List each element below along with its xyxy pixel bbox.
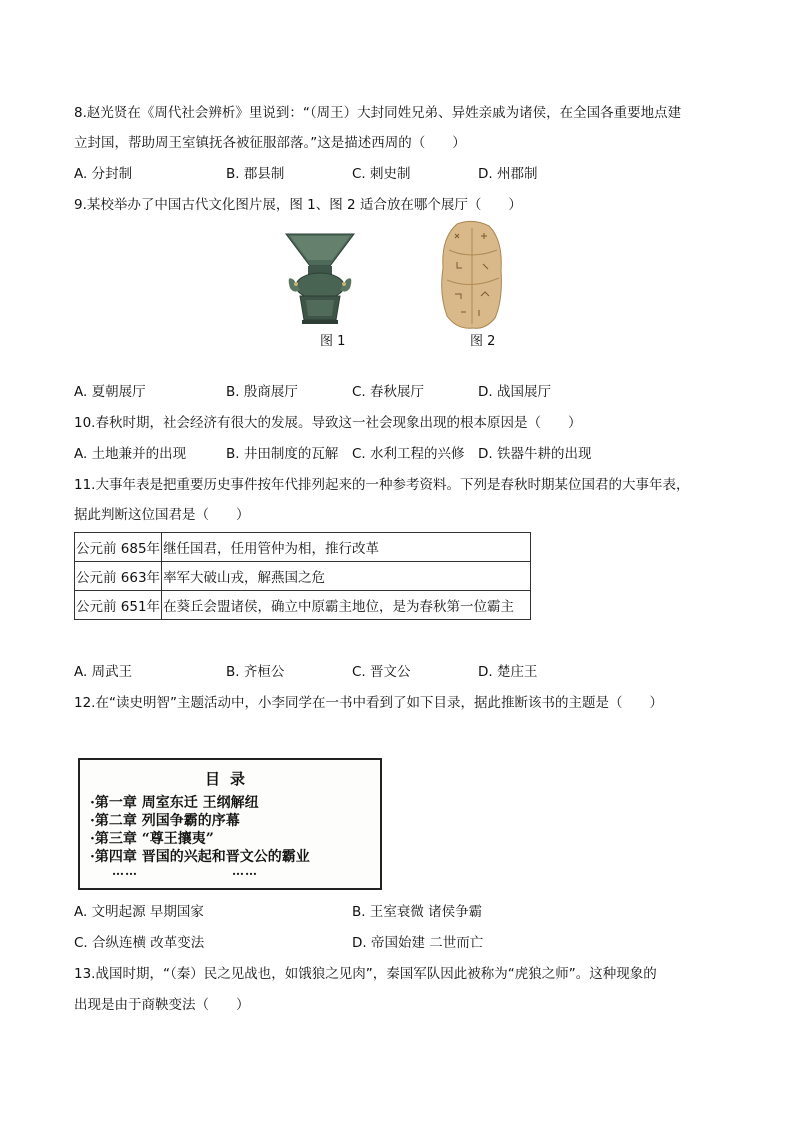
toc-item: ·第二章 列国争霸的序幕: [90, 813, 240, 829]
bronze-vessel-image: [284, 230, 356, 326]
q10-stem: 10.春秋时期，社会经济有很大的发展。导致这一社会现象出现的根本原因是（ ）: [74, 415, 582, 431]
toc-item: ·第一章 周室东迁 王纲解纽: [90, 795, 259, 811]
q8-option-b[interactable]: B. 郡县制: [226, 166, 285, 182]
q10-option-b[interactable]: B. 井田制度的瓦解: [226, 446, 339, 462]
fig2-caption: 图 2: [470, 334, 496, 349]
toc-item: ·第四章 晋国的兴起和晋文公的霸业: [90, 849, 310, 865]
table-cell-event: 率军大破山戎，解燕国之危: [162, 562, 531, 591]
table-cell-event: 在葵丘会盟诸侯，确立中原霸主地位，是为春秋第一位霸主: [162, 591, 531, 620]
q12-option-d[interactable]: D. 帝国始建 二世而亡: [352, 935, 484, 951]
table-cell-year: 公元前 651年: [75, 591, 162, 620]
q11-option-b[interactable]: B. 齐桓公: [226, 664, 285, 680]
q8-option-a[interactable]: A. 分封制: [74, 166, 133, 182]
table-of-contents-image: [78, 758, 382, 890]
table-cell-year: 公元前 685年: [75, 533, 162, 562]
table-row: [75, 533, 531, 562]
q12-stem: 12.在“读史明智”主题活动中，小李同学在一书中看到了如下目录，据此推断该书的主题是（ ）: [74, 695, 663, 711]
q12-option-b[interactable]: B. 王室衰微 诸侯争霸: [352, 904, 483, 920]
table-cell-event: 继任国君，任用管仲为相，推行改革: [162, 533, 531, 562]
toc-title: 目录: [204, 770, 255, 788]
toc-ellipsis: ……: [112, 864, 138, 878]
q9-option-d[interactable]: D. 战国展厅: [478, 384, 551, 400]
q9-option-a[interactable]: A. 夏朝展厅: [74, 384, 146, 400]
q10-option-a[interactable]: A. 土地兼并的出现: [74, 446, 187, 462]
toc-item: ·第三章 “尊王攘夷”: [90, 831, 214, 847]
q8-stem-line1: 8.赵光贤在《周代社会辨析》里说到：“（周王）大封同姓兄弟、异姓亲戚为诸侯，在全国各重要地点建: [74, 105, 682, 121]
q8-option-d[interactable]: D. 州郡制: [478, 166, 538, 182]
q11-option-d[interactable]: D. 楚庄王: [478, 664, 538, 680]
q9-stem: 9.某校举办了中国古代文化图片展，图 1、图 2 适合放在哪个展厅（ ）: [74, 197, 522, 213]
q11-stem-line2: 据此判断这位国君是（ ）: [74, 507, 250, 523]
q13-stem-line2: 出现是由于商鞅变法（ ）: [74, 997, 250, 1013]
table-row: [75, 562, 531, 591]
q9-option-b[interactable]: B. 殷商展厅: [226, 384, 298, 400]
q11-stem-line1: 11.大事年表是把重要历史事件按年代排列起来的一种参考资料。下列是春秋时期某位国君的大事年表，: [74, 477, 690, 493]
q8-stem-line2: 立封国，帮助周王室镇抚各被征服部落。”这是描述西周的（ ）: [74, 135, 466, 151]
table-row: [75, 591, 531, 620]
q11-option-a[interactable]: A. 周武王: [74, 664, 133, 680]
q12-option-a[interactable]: A. 文明起源 早期国家: [74, 904, 204, 920]
q8-option-c[interactable]: C. 刺史制: [352, 166, 411, 182]
toc-ellipsis: ……: [232, 864, 258, 878]
q12-option-c[interactable]: C. 合纵连横 改革变法: [74, 935, 205, 951]
oracle-bone-image: [437, 220, 507, 332]
q10-option-c[interactable]: C. 水利工程的兴修: [352, 446, 465, 462]
q10-option-d[interactable]: D. 铁器牛耕的出现: [478, 446, 592, 462]
q13-stem-line1: 13.战国时期，“（秦）民之见战也，如饿狼之见肉”，秦国军队因此被称为“虎狼之师”。这种现象的: [74, 966, 657, 982]
table-cell-year: 公元前 663年: [75, 562, 162, 591]
fig1-caption: 图 1: [320, 334, 346, 349]
q11-option-c[interactable]: C. 晋文公: [352, 664, 411, 680]
chronology-table: [74, 532, 531, 620]
q9-option-c[interactable]: C. 春秋展厅: [352, 384, 425, 400]
